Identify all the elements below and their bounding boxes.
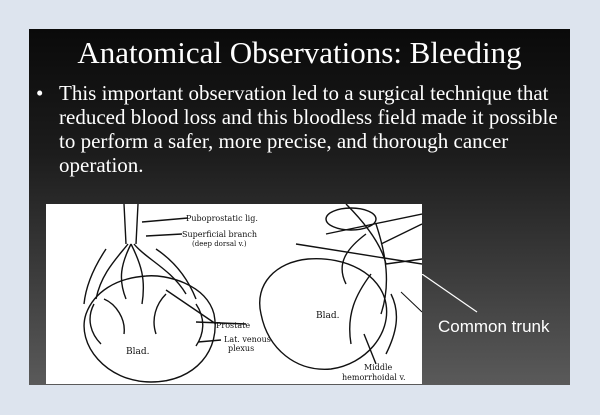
bullet-text: This important observation led to a surgical technique that reduced blood loss and this bloodless field made it possible to perform a safer, more precise, and thorough cancer operation. <box>59 81 558 177</box>
label-prostate: Prostate <box>216 321 251 330</box>
label-middle: Middle <box>364 363 393 372</box>
label-hemorrhoidal: hemorrhoidal v. <box>342 373 406 382</box>
anatomy-drawing <box>46 204 422 384</box>
slide-title: Anatomical Observations: Bleeding <box>77 35 522 70</box>
anatomical-illustration <box>46 204 422 384</box>
label-plexus: plexus <box>228 344 255 353</box>
slide <box>29 29 570 385</box>
label-lat-venous: Lat. venous <box>224 335 271 344</box>
callout-common-trunk: Common trunk <box>438 317 550 336</box>
left-dorsal-vein <box>96 204 186 299</box>
callout-pointer <box>422 274 482 314</box>
label-blad-right: Blad. <box>316 311 340 321</box>
label-puboprostatic: Puboprostatic lig. <box>186 214 258 223</box>
left-bladder-outline <box>84 276 215 382</box>
bullet-marker: • <box>36 81 44 105</box>
label-deep-dorsal: (deep dorsal v.) <box>192 240 247 248</box>
label-blad-left: Blad. <box>126 347 150 357</box>
label-superficial-branch: Superficial branch <box>182 230 258 239</box>
